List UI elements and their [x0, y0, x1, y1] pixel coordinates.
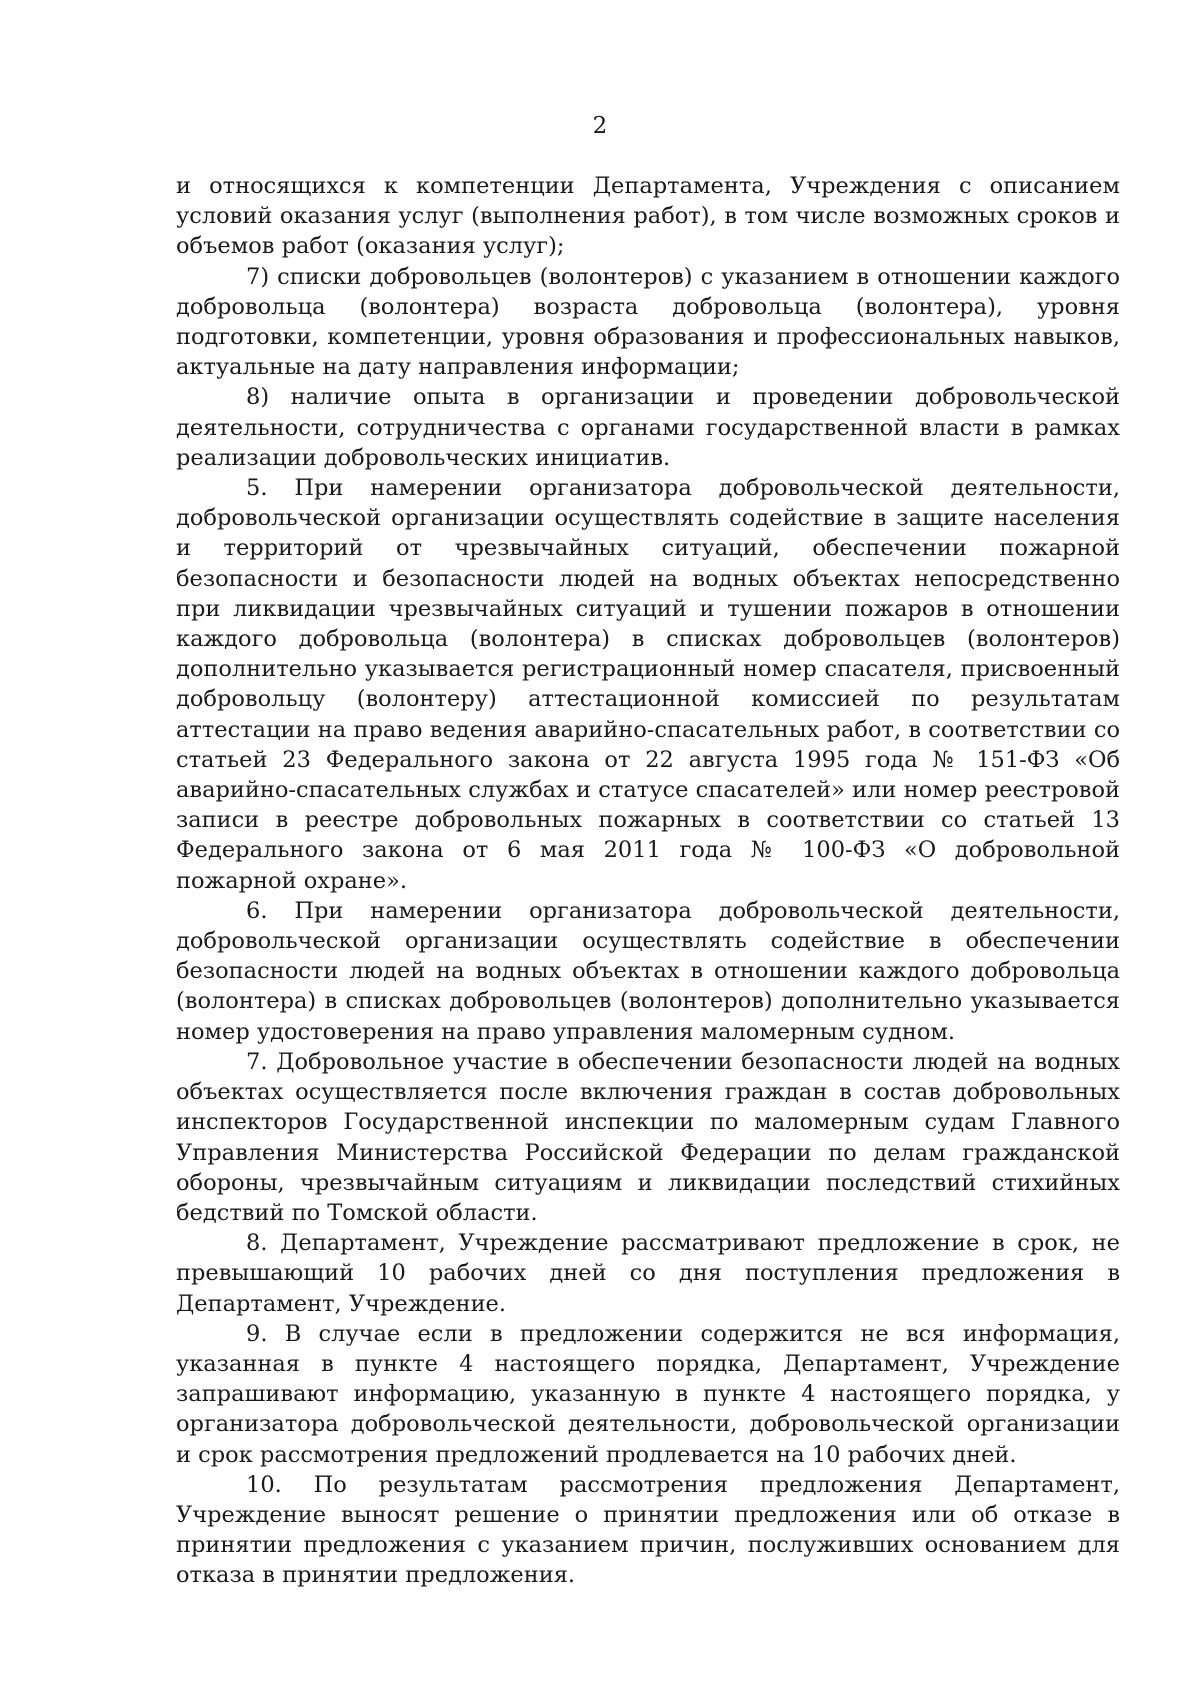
paragraph-item-7: 7) списки добровольцев (волонтеров) с указанием в отношении каждого добровольца (волонтера) возраста добровольца (волонтера), уровня подготовки, компетенции, уровня образования и профессиональных навыков, актуальные на дату направления информации;: [176, 263, 1120, 381]
page-number: 2: [592, 113, 608, 139]
paragraph-section-8: 8. Департамент, Учреждение рассматривают предложение в срок, не превышающий 10 рабочих дней со дня поступления предложения в Департамент, Учреждение.: [176, 1230, 1120, 1317]
paragraph-section-9: 9. В случае если в предложении содержится не вся информация, указанная в пункте 4 настоящего порядка, Департамент, Учреждение запрашивают информацию, указанную в пункте 4 настоящего порядка, у организатора добровольческой деятельности, добровольческой организации и срок рассмотрения предложений продлевается на 10 рабочих дней.: [176, 1320, 1120, 1468]
document-body: [176, 171, 1120, 1591]
paragraph-section-5: 5. При намерении организатора добровольческой деятельности, добровольческой организации осуществлять содействие в защите населения и территорий от чрезвычайных ситуаций, обеспечении пожарной безопасности и безопасности людей на водных объектах непосредственно при ликвидации чрезвычайных ситуаций и тушении пожаров в отношении каждого добровольца (волонтера) в списках добровольцев (волонтеров) дополнительно указывается регистрационный номер спасателя, присвоенный добровольцу (волонтеру) аттестационной комиссией по результатам аттестации на право ведения аварийно-спасательных работ, в соответствии со статьей 23 Федерального закона от 22 августа 1995 года № 151-ФЗ «Об аварийно-спасательных службах и статусе спасателей» или номер реестровой записи в реестре добровольных пожарных в соответствии со статьей 13 Федерального закона от 6 мая 2011 года № 100-ФЗ «О добровольной пожарной охране».: [176, 475, 1120, 894]
paragraph-item-8: 8) наличие опыта в организации и проведении добровольческой деятельности, сотрудничества с органами государственной власти в рамках реализации добровольческих инициатив.: [176, 384, 1120, 471]
paragraph-section-6: 6. При намерении организатора добровольческой деятельности, добровольческой организации осуществлять содействие в обеспечении безопасности людей на водных объектах в отношении каждого добровольца (волонтера) в списках добровольцев (волонтеров) дополнительно указывается номер удостоверения на право управления маломерным судном.: [176, 897, 1120, 1045]
paragraph-section-7: 7. Добровольное участие в обеспечении безопасности людей на водных объектах осуществляется после включения граждан в состав добровольных инспекторов Государственной инспекции по маломерным судам Главного Управления Министерства Российской Федерации по делам гражданской обороны, чрезвычайным ситуациям и ликвидации последствий стихийных бедствий по Томской области.: [176, 1048, 1120, 1226]
paragraph-section-10: 10. По результатам рассмотрения предложения Департамент, Учреждение выносят решение о принятии предложения или об отказе в принятии предложения с указанием причин, послуживших основанием для отказа в принятии предложения.: [176, 1471, 1120, 1589]
paragraph-continuation: и относящихся к компетенции Департамента, Учреждения с описанием условий оказания услуг (выполнения работ), в том числе возможных сроков и объемов работ (оказания услуг);: [176, 173, 1120, 260]
